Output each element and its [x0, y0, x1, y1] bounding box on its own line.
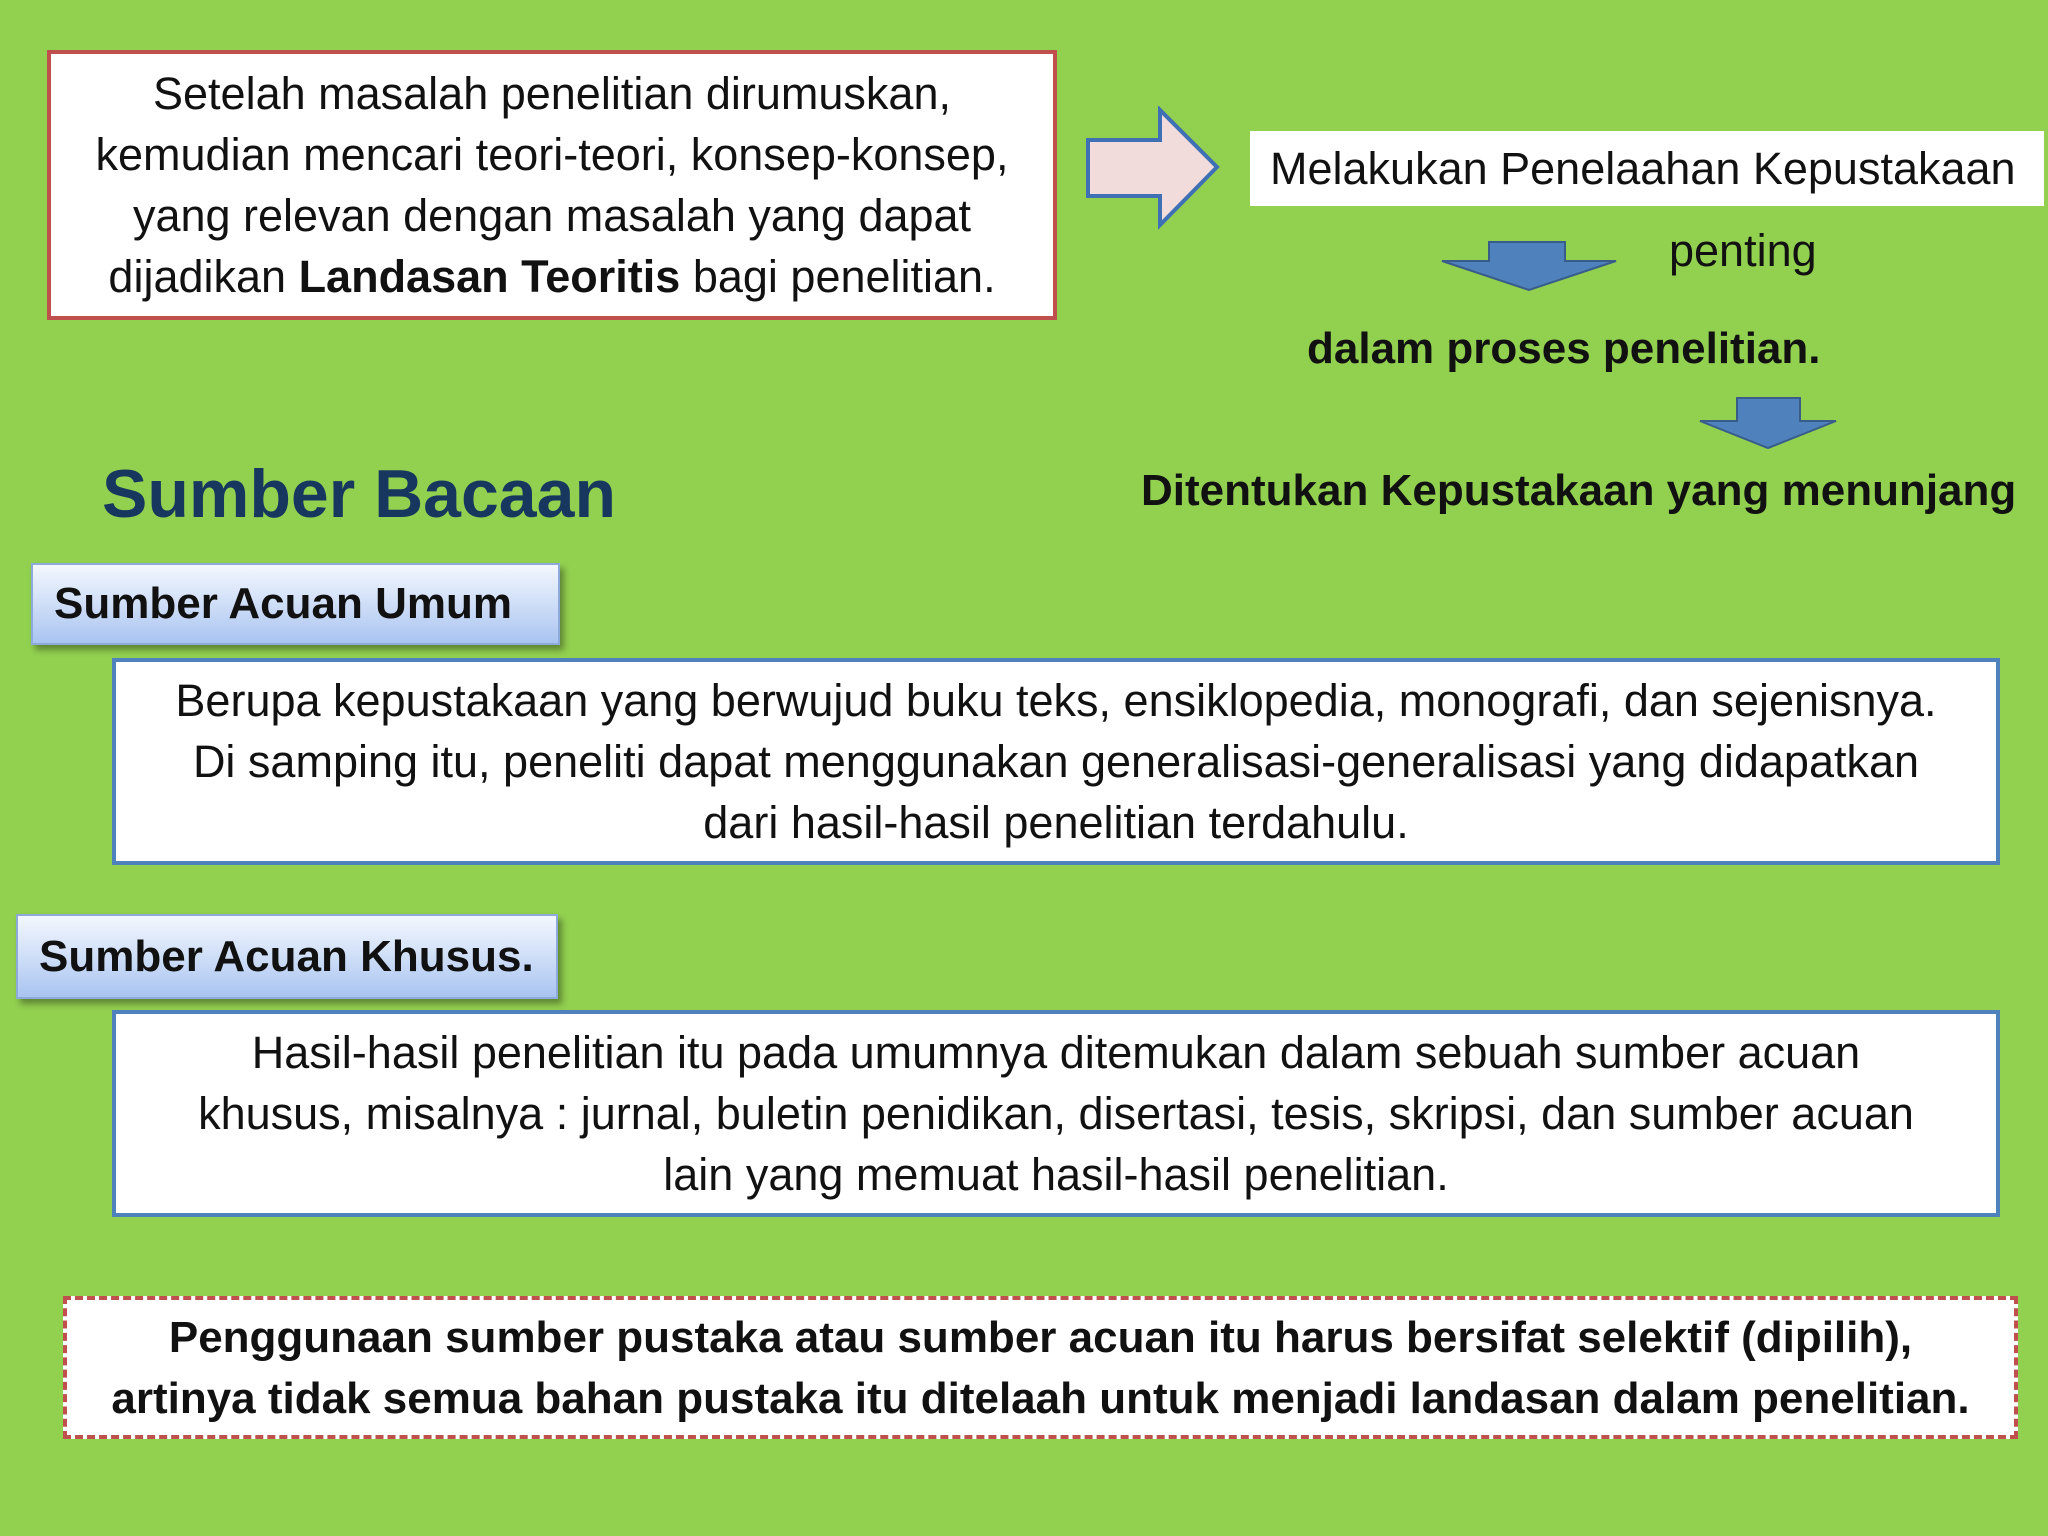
source-tab-umum	[31, 563, 560, 645]
selection-note-line: artinya tidak semua bahan pustaka itu ditelaah untuk menjadi landasan dalam penelitian.	[111, 1373, 1970, 1423]
source-desc-line: lain yang memuat hasil-hasil penelitian.	[663, 1149, 1449, 1200]
source-tab-khusus-label: Sumber Acuan Khusus.	[39, 931, 534, 981]
source-desc-umum	[112, 658, 2000, 865]
right-arrow-icon	[1084, 106, 1222, 230]
section-title: Sumber Bacaan	[102, 456, 616, 532]
selection-note-box	[63, 1296, 2018, 1439]
source-desc-line: Hasil-hasil penelitian itu pada umumnya ditemukan dalam sebuah sumber acuan	[251, 1027, 1861, 1078]
down-arrow-icon	[1696, 394, 1840, 452]
intro-line-landasan	[108, 246, 995, 307]
intro-line: kemudian mencari teori-teori, konsep-konsep,	[95, 129, 1009, 180]
flow-note-penting: penting	[1669, 225, 1817, 276]
source-desc-line: dari hasil-hasil penelitian terdahulu.	[703, 797, 1409, 848]
flow-step-proses: dalam proses penelitian.	[1307, 324, 1821, 373]
intro-line: Setelah masalah penelitian dirumuskan,	[153, 68, 951, 119]
source-desc-line: khusus, misalnya : jurnal, buletin penidikan, disertasi, tesis, skripsi, dan sumber acuan	[198, 1088, 1914, 1139]
down-arrow-shape	[1442, 242, 1616, 290]
intro-line-suffix: bagi penelitian.	[680, 251, 996, 302]
flow-step-penelaahan-box	[1250, 131, 2044, 206]
selection-note-line: Penggunaan sumber pustaka atau sumber acuan itu harus bersifat selektif (dipilih),	[168, 1312, 1913, 1362]
source-tab-khusus	[16, 914, 558, 999]
landasan-teoritis-emphasis: Landasan Teoritis	[298, 251, 681, 302]
flow-step-kepustakaan-menunjang: Ditentukan Kepustakaan yang menunjang	[1141, 466, 2017, 515]
source-desc-line: Di samping itu, peneliti dapat menggunakan generalisasi-generalisasi yang didapatkan	[192, 736, 1920, 787]
down-arrow-shape	[1700, 398, 1836, 448]
source-tab-umum-label: Sumber Acuan Umum	[54, 579, 513, 628]
source-desc-khusus	[112, 1010, 2000, 1217]
down-arrow-icon	[1438, 238, 1620, 294]
source-desc-line: Berupa kepustakaan yang berwujud buku teks, ensiklopedia, monografi, dan sejenisnya.	[175, 675, 1937, 726]
intro-line-prefix: dijadikan	[108, 251, 299, 302]
intro-line: yang relevan dengan masalah yang dapat	[132, 190, 972, 241]
flow-step-penelaahan-label: Melakukan Penelaahan Kepustakaan	[1270, 143, 2016, 194]
intro-box	[47, 50, 1057, 320]
right-arrow-shape	[1088, 110, 1217, 225]
